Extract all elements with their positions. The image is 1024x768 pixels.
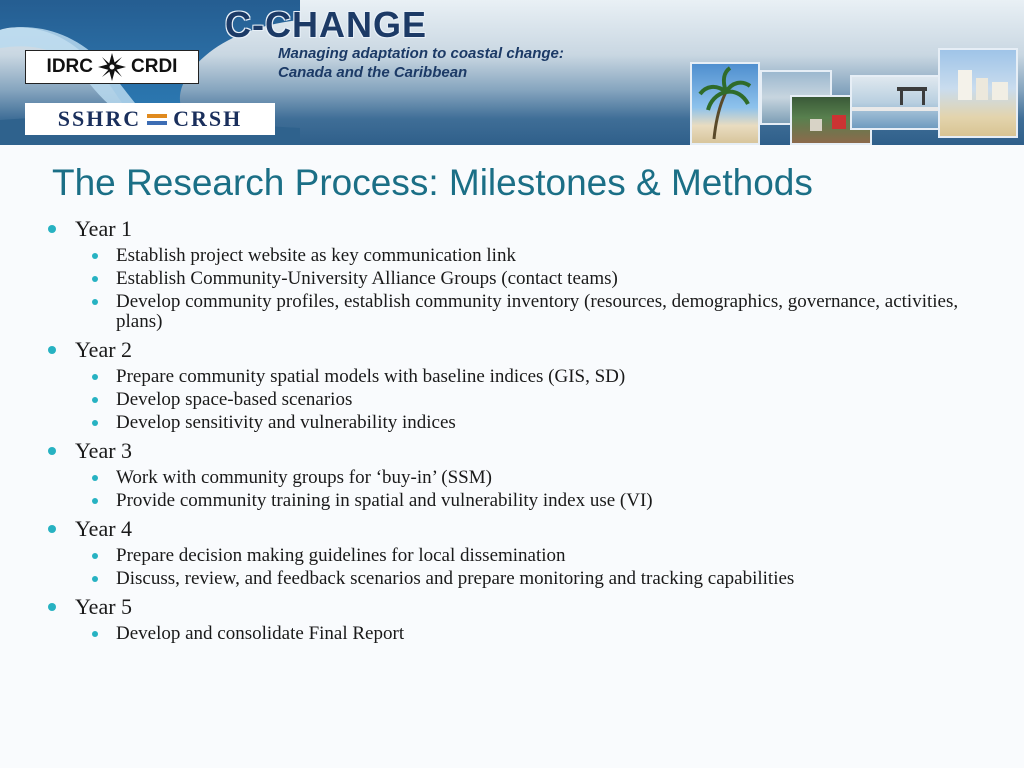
year-label: Year 1 — [75, 216, 133, 241]
bullet-icon — [92, 253, 98, 259]
list-item — [45, 413, 1005, 433]
list-item-text: Develop space-based scenarios — [116, 389, 353, 410]
bullet-icon — [92, 397, 98, 403]
year-heading — [45, 215, 1005, 243]
idrc-crdi-logo — [25, 50, 199, 84]
bullet-icon — [92, 276, 98, 282]
year-heading — [45, 515, 1005, 543]
brand-subtitle — [278, 44, 564, 82]
list-item — [45, 246, 1005, 266]
year-heading — [45, 336, 1005, 364]
list-item — [45, 491, 1005, 511]
pier-photo — [850, 75, 940, 130]
idrc-star-icon — [97, 52, 127, 82]
list-item-text: Develop sensitivity and vulnerability indices — [116, 412, 456, 433]
list-item — [45, 390, 1005, 410]
sshrc-crsh-logo — [25, 103, 275, 135]
list-item-text: Establish project website as key communication link — [116, 245, 516, 266]
list-item-text: Develop and consolidate Final Report — [116, 623, 405, 644]
year-heading — [45, 437, 1005, 465]
bullet-icon — [92, 475, 98, 481]
brand-subtitle-line-1: Managing adaptation to coastal change: — [278, 45, 564, 62]
bullet-icon — [48, 525, 56, 533]
bullet-icon — [48, 603, 56, 611]
milestones-list — [45, 214, 1005, 647]
crsh-logo-text: CRSH — [173, 106, 243, 131]
list-item — [45, 569, 1005, 589]
sshrc-logo-text: SSHRC — [57, 106, 142, 131]
bullet-icon — [92, 498, 98, 504]
coastal-photo-collage — [690, 40, 1020, 145]
list-item — [45, 546, 1005, 566]
year-label: Year 2 — [75, 337, 133, 362]
year-label: Year 3 — [75, 438, 133, 463]
bullet-icon — [92, 420, 98, 426]
list-item — [45, 624, 1005, 644]
brand-subtitle-line-2: Canada and the Caribbean — [278, 64, 468, 81]
list-item-text: Work with community groups for ‘buy-in’ (SSM) — [116, 467, 492, 488]
bullet-icon — [48, 346, 56, 354]
list-item — [45, 269, 1005, 289]
year-label: Year 4 — [75, 516, 133, 541]
sshrc-equals-icon — [147, 114, 167, 125]
idrc-logo-text: IDRC — [46, 56, 93, 77]
crdi-logo-text: CRDI — [131, 56, 178, 77]
list-item-text: Prepare decision making guidelines for local dissemination — [116, 545, 566, 566]
brand-title: C-CHANGE — [225, 4, 427, 45]
beach-hotels-photo — [938, 48, 1018, 138]
palm-beach-photo — [690, 62, 760, 145]
bullet-icon — [48, 225, 56, 233]
bullet-icon — [92, 553, 98, 559]
bullet-icon — [92, 576, 98, 582]
list-item-text: Discuss, review, and feedback scenarios and prepare monitoring and tracking capabilities — [116, 568, 795, 589]
list-item-text: Establish Community-University Alliance Groups (contact teams) — [116, 268, 618, 289]
slide-title: The Research Process: Milestones & Methods — [52, 162, 813, 203]
list-item — [45, 367, 1005, 387]
list-item-text: Develop community profiles, establish community inventory (resources, demographics, governance, activities, plans) — [116, 291, 959, 332]
year-heading — [45, 593, 1005, 621]
bullet-icon — [92, 631, 98, 637]
list-item-text: Prepare community spatial models with baseline indices (GIS, SD) — [116, 366, 626, 387]
bullet-icon — [92, 374, 98, 380]
list-item — [45, 292, 1005, 332]
year-label: Year 5 — [75, 594, 133, 619]
bullet-icon — [92, 299, 98, 305]
list-item-text: Provide community training in spatial and vulnerability index use (VI) — [116, 490, 653, 511]
header-banner — [0, 0, 1024, 145]
list-item — [45, 468, 1005, 488]
bullet-icon — [48, 447, 56, 455]
